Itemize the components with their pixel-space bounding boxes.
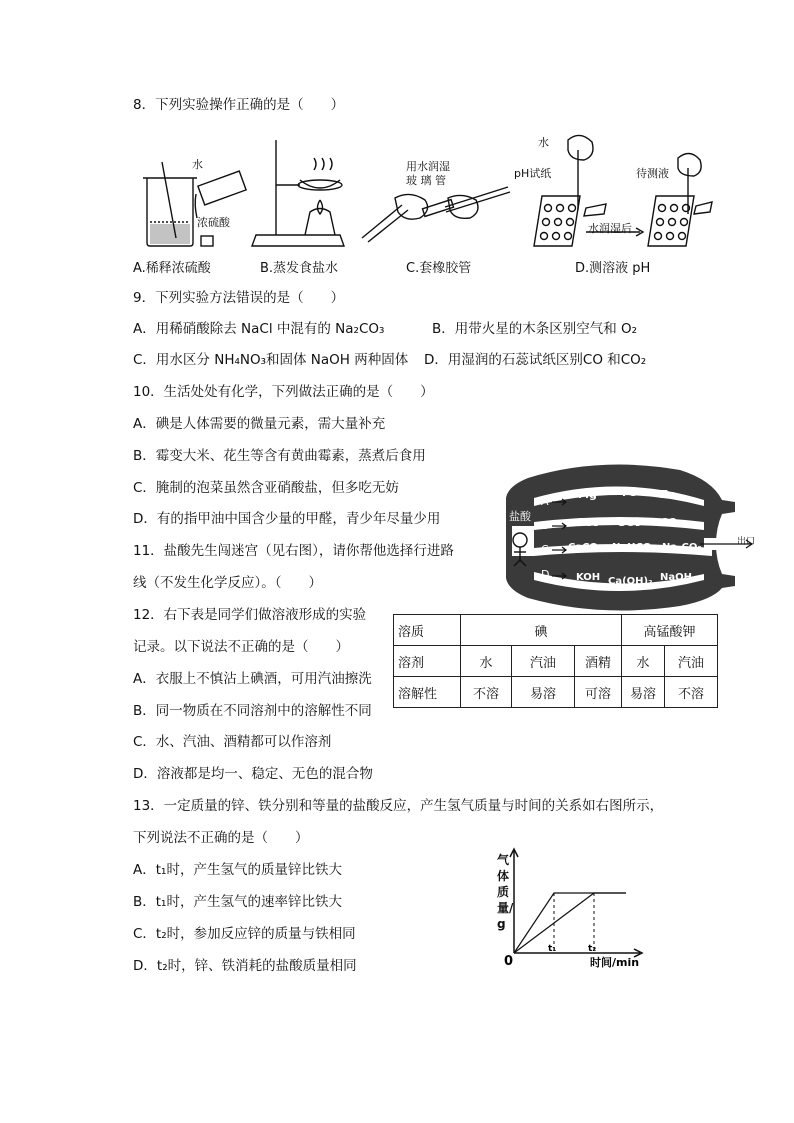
maze-lane-d-item-3: NaOH — [660, 572, 692, 583]
table-row — [394, 615, 718, 646]
q9-option-d: D．用湿润的石蕊试纸区别CO 和CO₂ — [424, 352, 647, 368]
maze-lane-b-letter: B — [541, 519, 549, 532]
q9-stem: 9．下列实验方法错误的是（ ） — [133, 290, 345, 306]
caption-a: A.稀释浓硫酸 — [133, 261, 211, 276]
table-cell: 高锰酸钾 — [622, 615, 718, 646]
x-tick-label: t₂ — [588, 944, 597, 954]
label-ph-paper: pH试纸 — [514, 167, 552, 180]
y-axis-label: 气体质量/g — [497, 853, 514, 931]
label-test-liquid: 待测液 — [636, 167, 669, 180]
maze-lane-c-item-3: Na₂CO₃ — [662, 542, 702, 553]
q12-option-b: B．同一物质在不同溶剂中的溶解性不同 — [133, 703, 372, 719]
maze-lane-b-item-1: CO₂ — [576, 516, 599, 529]
origin-label: 0 — [504, 954, 514, 969]
q12-option-a: A．衣服上不慎沾上碘酒，可用汽油擦洗 — [133, 671, 372, 687]
table-cell: 溶剂 — [394, 646, 461, 677]
table-cell: 不溶 — [665, 677, 718, 708]
q10-option-a: A．碘是人体需要的微量元素，需大量补充 — [133, 416, 386, 432]
maze-lane-a-item-3: Zn — [660, 488, 676, 501]
solubility-table — [393, 614, 718, 708]
q12-option-c: C．水、汽油、酒精都可以作溶剂 — [133, 734, 332, 750]
hydrogen-mass-chart — [490, 845, 670, 975]
table-cell: 不溶 — [461, 677, 512, 708]
maze-lane-a-item-1: Mg — [578, 488, 597, 501]
q13-option-d: D．t₂时，锌、铁消耗的盐酸质量相同 — [133, 958, 357, 974]
table-cell: 易溶 — [622, 677, 665, 708]
q10-option-b: B．霉变大米、花生等含有黄曲霉素，蒸煮后食用 — [133, 448, 426, 464]
maze-lane-a-letter: A — [541, 495, 549, 508]
maze-acid-label: 盐酸 — [509, 510, 531, 523]
label-wet-hint-1: 用水润湿 — [406, 160, 450, 173]
q10-option-d: D．有的指甲油中国含少量的甲醛，青少年尽量少用 — [133, 511, 441, 527]
maze-lane-b-item-2: SO₂ — [618, 516, 641, 529]
maze-lane-c-letter: C — [541, 543, 549, 556]
maze-lane-c-item-1: CaCO₃ — [568, 542, 603, 553]
table-cell: 碘 — [461, 615, 622, 646]
maze-lane-a-item-2: Fe — [622, 486, 637, 499]
q12-option-d: D．溶液都是均一、稳定、无色的混合物 — [133, 766, 373, 782]
maze-lane-d-letter: D — [541, 568, 550, 581]
label-after-wet: 水润湿后 — [588, 222, 632, 235]
table-cell: 可溶 — [575, 677, 622, 708]
q11-stem-2: 线（不发生化学反应）。（ ） — [133, 575, 322, 591]
maze-lane-d-item-2: Ca(OH)₂ — [608, 576, 653, 587]
q12-stem-2: 记录。以下说法不正确的是（ ） — [133, 639, 349, 655]
table-cell: 溶解性 — [394, 677, 461, 708]
table-cell: 水 — [461, 646, 512, 677]
caption-c: C.套橡胶管 — [406, 261, 472, 276]
maze-lane-c-item-2: NaHCO₃ — [612, 542, 656, 553]
caption-b: B.蒸发食盐水 — [260, 261, 339, 276]
maze-figure — [0, 0, 1, 1]
table-cell: 汽油 — [512, 646, 575, 677]
x-axis-label: 时间/min — [590, 956, 640, 969]
maze-lane-b-item-3: CO — [660, 516, 678, 529]
label-water-d: 水 — [538, 136, 549, 149]
maze-exit-label: 出口 — [737, 537, 756, 547]
q11-stem-1: 11．盐酸先生闯迷宫（见右图），请你帮他选择行进路 — [133, 543, 454, 559]
q13-option-a: A．t₁时，产生氢气的质量锌比铁大 — [133, 862, 342, 878]
label-conc-acid: 浓硫酸 — [197, 216, 230, 229]
table-cell: 汽油 — [665, 646, 718, 677]
q8-stem: 8．下列实验操作正确的是（ ） — [133, 97, 345, 113]
q13-stem-1: 13．一定质量的锌、铁分别和等量的盐酸反应，产生氢气质量与时间的关系如右图所示， — [133, 798, 664, 814]
q13-option-b: B．t₁时，产生氢气的速率锌比铁大 — [133, 894, 342, 910]
table-cell: 水 — [622, 646, 665, 677]
q10-stem: 10．生活处处有化学，下列做法正确的是（ ） — [133, 384, 434, 400]
label-water: 水 — [192, 158, 203, 171]
table-cell: 溶质 — [394, 615, 461, 646]
q10-option-c: C．腌制的泡菜虽然含亚硝酸盐，但多吃无妨 — [133, 480, 399, 496]
q13-stem-2: 下列说法不正确的是（ ） — [133, 830, 309, 846]
table-cell: 易溶 — [512, 677, 575, 708]
q9-option-a: A．用稀硝酸除去 NaCl 中混有的 Na₂CO₃ — [133, 321, 385, 337]
q9-option-c: C．用水区分 NH₄NO₃和固体 NaOH 两种固体 — [133, 352, 409, 368]
x-tick-label: t₁ — [548, 944, 557, 954]
table-cell: 酒精 — [575, 646, 622, 677]
table-row — [394, 677, 718, 708]
q13-option-c: C．t₂时，参加反应锌的质量与铁相同 — [133, 926, 356, 942]
series-line-2 — [514, 893, 626, 953]
table-row — [394, 646, 718, 677]
label-wet-hint-2: 玻 璃 管 — [406, 174, 446, 187]
q12-stem-1: 12．右下表是同学们做溶液形成的实验 — [133, 607, 367, 623]
caption-d: D.测溶液 pH — [575, 261, 651, 276]
maze-lane-d-item-1: KOH — [576, 572, 601, 583]
series-line-1 — [514, 893, 626, 953]
q9-option-b: B．用带火星的木条区别空气和 O₂ — [432, 321, 638, 337]
